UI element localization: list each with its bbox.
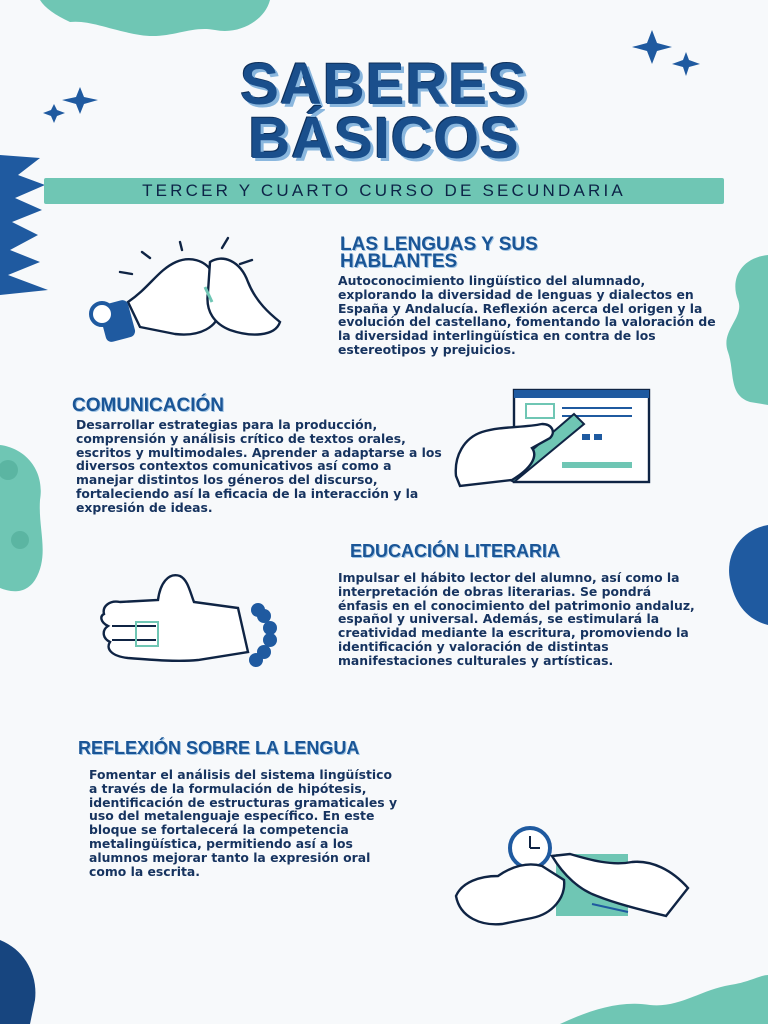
page-title [0,52,768,171]
hand-writing-icon [452,388,652,488]
title-line-2: BÁSICOS [248,106,520,171]
section-body-literaria: Impulsar el hábito lector del alumno, así como la interpretación de obras literarias. Se pondrá énfasis en el conocimiento del patrimonio andaluz, español y universal. Además, se estimulará la creatividad mediante la escritura, promoviendo la identificación y valoración de distintas manifestaciones culturales y artísticas. [338,570,695,668]
section-heading-reflexion: REFLEXIÓN SOBRE LA LENGUA [78,738,360,758]
right-teal-blob [726,255,768,405]
section-body-comunicacion: Desarrollar estrategias para la producción, comprensión y análisis crítico de textos orales, escritos y multimodales. Aprender a adaptarse a los diversos contextos comunicativos así como a manejar distintos los géneros del discurso, fortaleciendo así la eficacia de la interacción y la expresión de ideas. [76,417,442,515]
title-line-1: SABERES [240,52,528,117]
top-teal-blob [40,0,270,36]
bottom-left-blob [0,940,35,1024]
section-heading-lenguas: LAS LENGUAS Y SUS HABLANTES [340,234,538,272]
section-body-lenguas: Autoconocimiento lingüístico del alumnado, explorando la diversidad de lenguas y dialectos en España y Andalucía. Reflexión acerca del origen y la evolución del castellano, fomentando la valoración de la diversidad interlingüística en contra de los estereotipos y prejuicios. [338,273,716,357]
section-body-reflexion: Fomentar el análisis del sistema lingüístico a través de la formulación de hipótesis, identificación de estructuras gramaticales y uso del metalenguaje específico. En este bloque se fortalecerá la competencia metalingüística, permitiendo así a los alumnos mejorar tanto la expresión oral como la escrita. [89,767,398,879]
watch-hands-icon [452,826,692,936]
thumbs-up-icon [98,570,288,670]
left-zigzag-shape [0,155,48,295]
section-heading-comunicacion: COMUNICACIÓN [72,395,224,416]
bottom-right-teal [560,975,768,1024]
clapping-hands-icon [80,232,280,352]
section-heading-literaria: EDUCACIÓN LITERARIA [350,541,560,561]
subtitle: TERCER Y CUARTO CURSO DE SECUNDARIA [142,181,626,200]
right-blue-blob [729,525,768,625]
